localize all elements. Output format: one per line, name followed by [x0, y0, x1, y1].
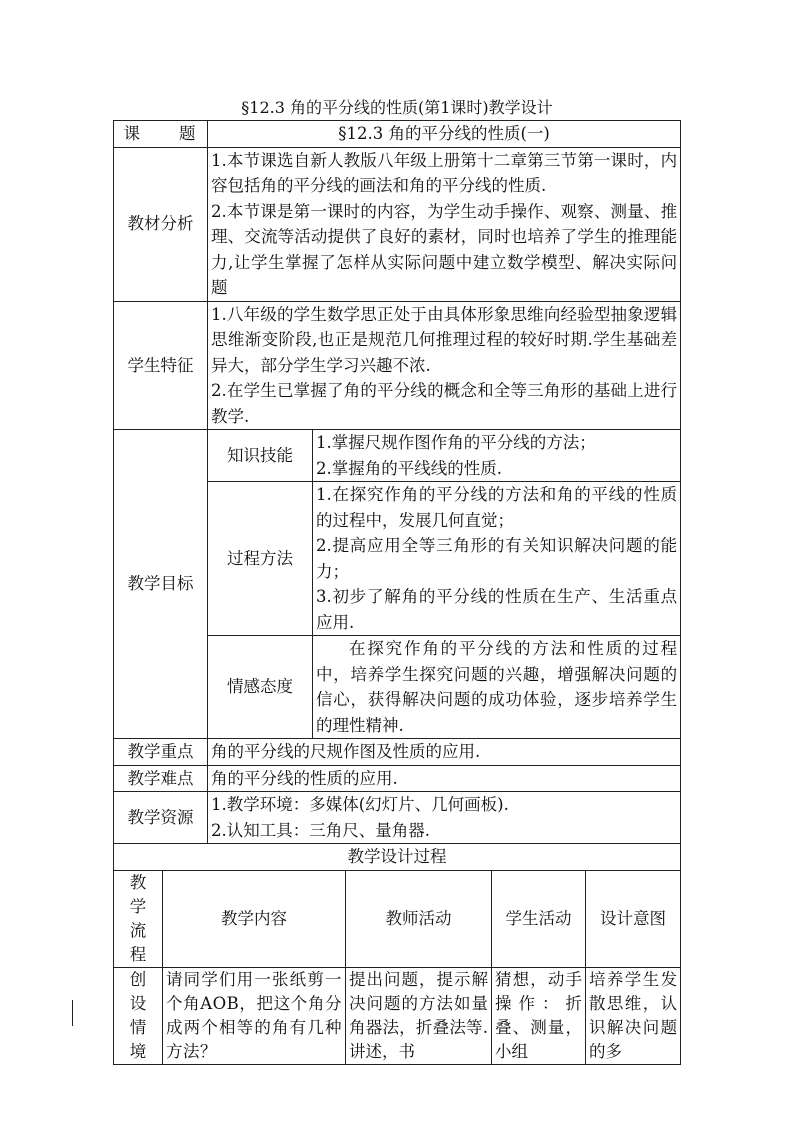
column-header-row [114, 870, 681, 967]
process-item-3: 3.初步了解角的平分线的性质在生产、生活重点应用. [316, 587, 678, 632]
key-row [114, 739, 681, 766]
material-paragraph-1: 1.本节课选自新人教版八年级上册第十二章第三节第一课时，内容包括角的平分线的画法和角的平分线的性质. [211, 150, 678, 195]
resource-item-1: 1.教学环境：多媒体(幻灯片、几何画板). [211, 795, 509, 814]
row1-teacher: 提出问题，提示解决问题的方法如量角器法，折叠法等.讲述，书 [346, 967, 492, 1064]
col-intent-header: 设计意图 [586, 870, 681, 967]
knowledge-item-1: 1.掌握尺规作图作角的平分线的方法； [316, 433, 596, 452]
margin-mark [72, 1000, 73, 1026]
difficulty-row [114, 765, 681, 792]
row1-flow: 创 设 情 境 [114, 967, 163, 1064]
process-label: 过程方法 [208, 482, 313, 636]
resource-label: 教学资源 [114, 792, 208, 844]
student-row [114, 301, 681, 430]
material-label: 教材分析 [114, 147, 208, 301]
col-teacher-header: 教师活动 [346, 870, 492, 967]
row1-content: 请同学们用一张纸剪一个角AOB，把这个角分成两个相等的角有几种方法？ [163, 967, 346, 1064]
resource-row [114, 792, 681, 844]
col-flow-header: 教 学 流 程 [114, 870, 163, 967]
material-paragraph-2: 2.本节课是第一课时的内容，为学生动手操作、观察、测量、推理、交流等活动提供了良好的素材，同时也培养了学生的推理能力,让学生掌握了怎样从实际问题中建立数学模型、解决实际问题 [211, 201, 678, 297]
emotion-cell: 在探究作角的平分线的方法和性质的过程中，培养学生探究问题的兴趣，增强解决问题的信心，获得解决问题的成功体验，逐步培养学生的理性精神. [313, 636, 681, 739]
row1-student: 猜想，动手操作：折叠、测量，小组 [492, 967, 586, 1064]
emotion-label: 情感态度 [208, 636, 313, 739]
knowledge-cell [313, 430, 681, 482]
col-content-header: 教学内容 [163, 870, 346, 967]
process-item-1: 1.在探究作角的平分线的方法和角的平线的性质的过程中，发展几何直觉； [316, 485, 678, 530]
knowledge-label: 知识技能 [208, 430, 313, 482]
goals-knowledge-row [114, 430, 681, 482]
topic-row [114, 121, 681, 148]
material-cell [208, 147, 681, 301]
resource-item-2: 2.认知工具：三角尺、量角器. [211, 820, 430, 840]
lesson-plan-table [113, 120, 681, 1065]
process-header-row [114, 844, 681, 871]
process-row-1 [114, 967, 681, 1064]
difficulty-label: 教学难点 [114, 765, 208, 792]
topic-value: §12.3 角的平分线的性质(一) [208, 121, 681, 148]
row1-intent: 培养学生发散思维，认识解决问题的多 [586, 967, 681, 1064]
goals-label: 教学目标 [114, 430, 208, 739]
col-student-header: 学生活动 [492, 870, 586, 967]
process-header: 教学设计过程 [114, 844, 681, 871]
topic-label: 课 题 [114, 121, 208, 148]
student-paragraph-1: 1.八年级的学生数学思正处于由具体形象思维向经验型抽象逻辑思维渐变阶段,也正是规范几何推理过程的较好时期.学生基础差异大，部分学生学习兴趣不浓. [211, 304, 678, 375]
knowledge-item-2: 2.掌握角的平线线的性质. [316, 458, 502, 478]
student-paragraph-2: 2.在学生已掌握了角的平分线的概念和全等三角形的基础上进行教学. [211, 381, 678, 426]
student-label: 学生特征 [114, 301, 208, 430]
process-cell [313, 482, 681, 636]
document-title: §12.3 角的平分线的性质(第1课时)教学设计 [241, 98, 553, 117]
student-cell [208, 301, 681, 430]
material-row [114, 147, 681, 301]
resource-cell [208, 792, 681, 844]
key-label: 教学重点 [114, 739, 208, 766]
process-item-2: 2.提高应用全等三角形的有关知识解决问题的能力； [316, 536, 678, 581]
key-value: 角的平分线的尺规作图及性质的应用. [208, 739, 681, 766]
difficulty-value: 角的平分线的性质的应用. [208, 765, 681, 792]
